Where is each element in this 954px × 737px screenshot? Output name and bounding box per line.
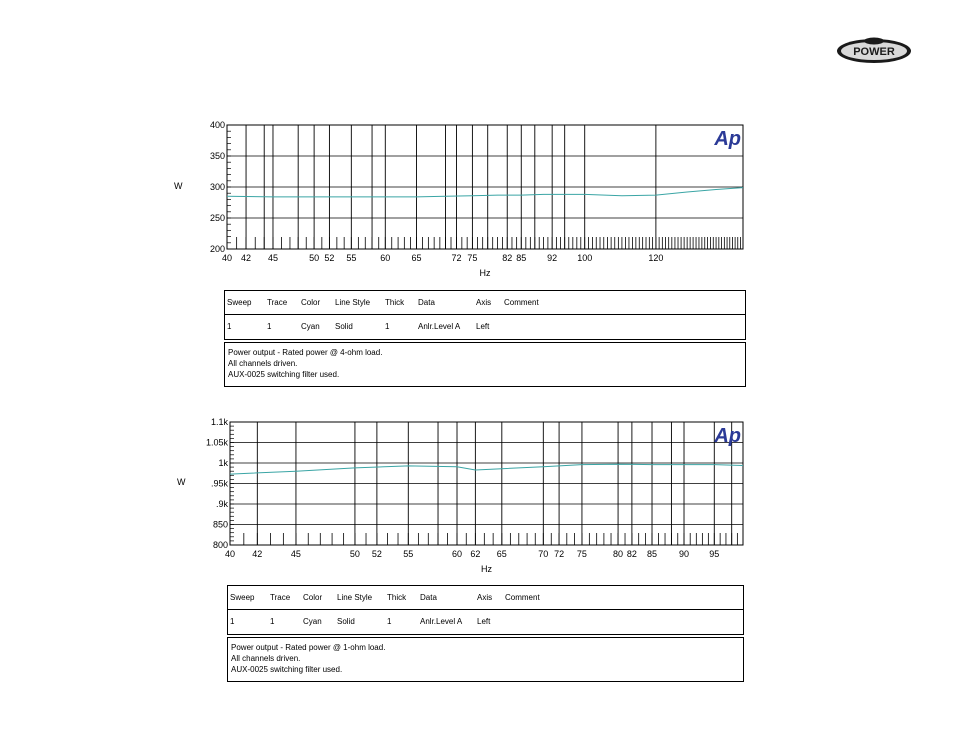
legend-cell: Cyan [303,617,322,626]
x-tick-label: 45 [290,549,301,559]
legend-cell: 1 [385,322,390,331]
x-tick-label: 72 [554,549,565,559]
y-tick-label: 850 [212,519,228,530]
x-tick-label: 75 [467,253,478,263]
legend-header: Trace [270,593,291,602]
y-tick-label: 250 [209,213,225,223]
y-tick-label: 800 [212,540,228,550]
legend-header: Comment [504,298,539,307]
legend-header: Color [301,298,321,307]
y-tick-label: 200 [209,244,225,254]
notes-box [227,637,744,682]
x-tick-label: 120 [648,253,664,263]
legend-data-row [228,610,743,633]
y-tick-label: 350 [209,151,225,161]
x-tick-label: 70 [538,549,549,559]
ap-logo: Ap [714,425,741,447]
x-tick-label: 45 [267,253,278,263]
x-tick-label: 40 [221,253,233,263]
x-tick-label: 60 [380,253,391,263]
legend-header: Thick [387,593,407,602]
x-tick-label: 85 [516,253,527,263]
legend-cell: Left [477,617,491,626]
y-tick-label: 1.1k [210,417,228,427]
legend-header: Color [303,593,323,602]
note-line: All channels driven. [231,654,301,663]
y-tick-label: 400 [209,120,225,130]
legend-cell: 1 [270,617,275,626]
legend-header-row [225,291,745,315]
y-tick-label: .9k [215,499,228,509]
x-tick-label: 40 [224,549,236,559]
x-tick-label: 55 [346,253,357,263]
legend-data-row [225,315,745,338]
x-tick-label: 60 [451,549,463,559]
power-logo [836,36,912,64]
legend-cell: Solid [337,617,355,626]
legend-header: Sweep [230,593,255,602]
y-tick-label: 1k [218,458,228,468]
y-tick-label: 300 [209,182,225,192]
note-line: AUX-0025 switching filter used. [231,665,343,674]
legend-table [224,290,746,340]
legend-header: Axis [476,298,492,307]
legend-header: Line Style [335,298,371,307]
ap-logo: Ap [714,128,741,150]
x-tick-label: 75 [576,549,587,559]
x-tick-label: 82 [626,549,637,559]
legend-cell: 1 [387,617,392,626]
legend-cell: Anlr.Level A [418,322,461,331]
x-tick-label: 50 [349,549,360,559]
x-tick-label: 65 [496,549,507,559]
x-tick-label: 92 [547,253,558,263]
y-axis-label: W [177,477,186,487]
x-tick-label: 95 [709,549,720,559]
series-line [230,464,743,474]
legend-table [227,585,744,635]
x-tick-label: 72 [451,253,462,263]
power-chart-1ohm [0,412,954,580]
legend-cell: Cyan [301,322,320,331]
y-axis-label: W [174,181,183,191]
legend-header: Data [420,593,437,602]
logo-text: POWER [853,46,895,58]
legend-header: Axis [477,593,493,602]
legend-header-row [228,586,743,610]
legend-cell: Solid [335,322,353,331]
x-tick-label: 65 [411,253,422,263]
y-tick-label: .95k [210,478,228,489]
x-tick-label: 52 [324,253,335,263]
legend-cell: 1 [230,617,235,626]
legend-cell: 1 [227,322,232,331]
legend-cell: 1 [267,322,272,331]
x-tick-label: 55 [403,549,414,559]
legend-header: Trace [267,298,288,307]
notes-box [224,342,746,387]
legend-cell: Anlr.Level A [420,617,463,626]
note-line: AUX-0025 switching filter used. [228,370,340,379]
x-tick-label: 42 [252,549,263,559]
x-axis-label: Hz [481,564,492,574]
legend-header: Sweep [227,298,252,307]
legend-cell: Left [476,322,490,331]
x-tick-label: 90 [679,549,690,559]
x-tick-label: 80 [613,549,624,559]
x-tick-label: 50 [309,253,320,263]
legend-header: Data [418,298,435,307]
legend-header: Comment [505,593,540,602]
x-axis-label: Hz [479,268,491,278]
series-line [227,188,743,197]
x-tick-label: 100 [577,253,593,263]
x-tick-label: 52 [371,549,382,559]
note-line: All channels driven. [228,359,298,368]
legend-header: Line Style [337,593,373,602]
x-tick-label: 82 [502,253,513,263]
power-chart-4ohm [0,115,954,285]
y-tick-label: 1.05k [205,437,228,448]
x-tick-label: 42 [241,253,252,263]
note-line: Power output - Rated power @ 4-ohm load. [228,348,383,357]
x-tick-label: 85 [647,549,658,559]
note-line: Power output - Rated power @ 1-ohm load. [231,643,386,652]
x-tick-label: 62 [470,549,481,559]
legend-header: Thick [385,298,405,307]
